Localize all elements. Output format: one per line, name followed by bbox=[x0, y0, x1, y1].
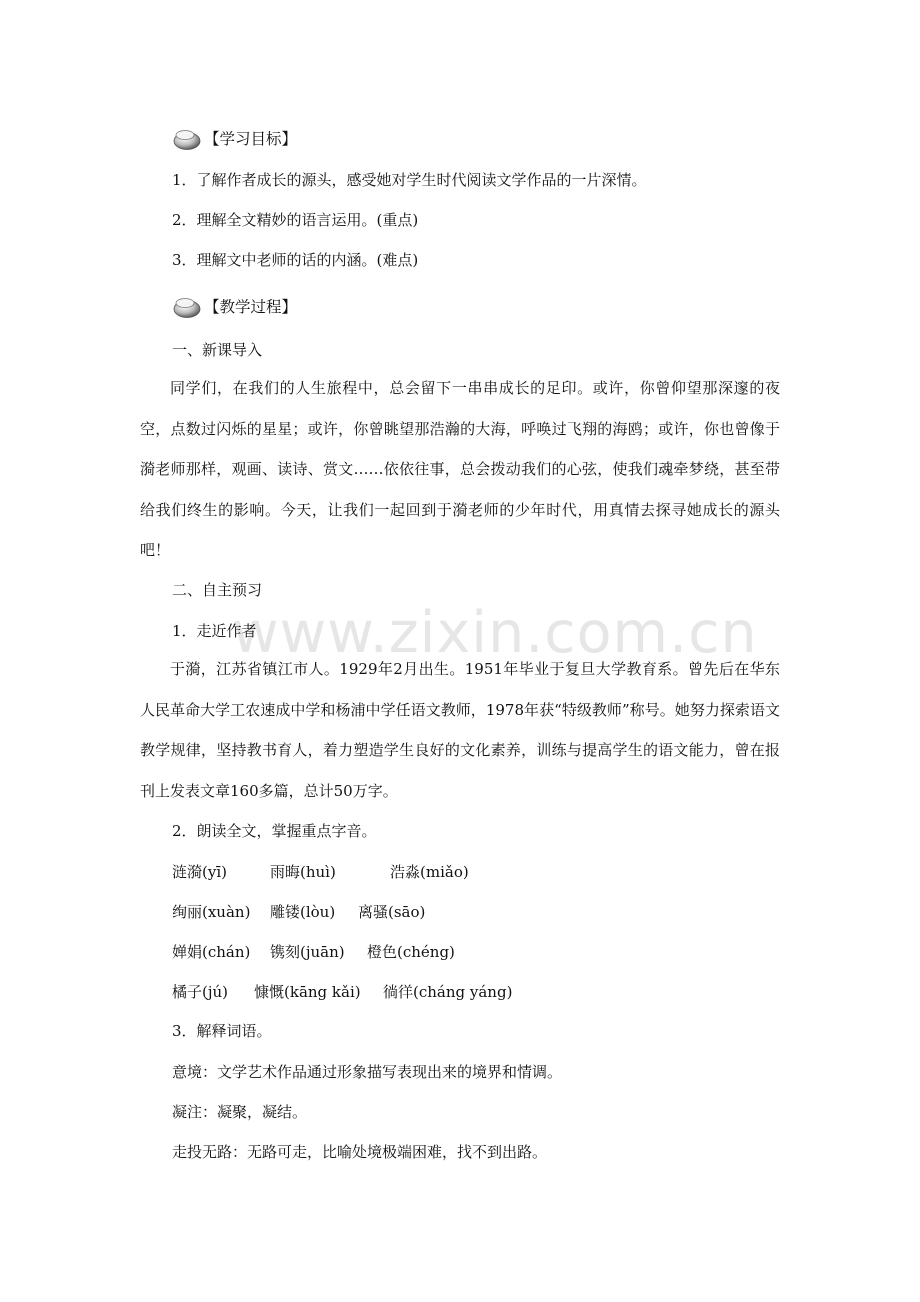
pinyin-word: 婵娟(chán) bbox=[172, 943, 251, 961]
pinyin-word: 涟漪(yī) bbox=[172, 863, 227, 881]
part1-title: 一、新课导入 bbox=[172, 341, 263, 359]
pinyin-word: 徜徉(cháng yáng) bbox=[383, 983, 513, 1001]
goals-heading-text: 【学习目标】 bbox=[204, 130, 298, 148]
item3-title: 3．解释词语。 bbox=[172, 1022, 272, 1040]
bowl-bullet-icon bbox=[172, 126, 202, 150]
pinyin-word: 镌刻(juān) bbox=[270, 943, 345, 961]
definition-item: 凝注：凝聚，凝结。 bbox=[172, 1103, 308, 1121]
goal-item-2: 2．理解全文精妙的语言运用。(重点) bbox=[172, 211, 419, 229]
process-heading-text: 【教学过程】 bbox=[204, 298, 298, 316]
watermark: www.zixin.com.cn bbox=[232, 600, 758, 666]
pinyin-word: 橙色(chéng) bbox=[367, 943, 455, 961]
process-heading bbox=[172, 292, 297, 320]
item1-title: 1．走近作者 bbox=[172, 622, 257, 640]
goal-item-1: 1．了解作者成长的源头，感受她对学生时代阅读文学作品的一片深情。 bbox=[172, 171, 647, 189]
pinyin-word: 雕镂(lòu) bbox=[270, 903, 336, 921]
definition-item: 意境：文学艺术作品通过形象描写表现出来的境界和情调。 bbox=[172, 1063, 563, 1081]
bowl-bullet-icon bbox=[172, 294, 202, 318]
pinyin-word: 绚丽(xuàn) bbox=[172, 903, 251, 921]
author-paragraph: 于漪，江苏省镇江市人。1929年2月出生。1951年毕业于复旦大学教育系。曾先后在华东人民革命大学工农速成中学和杨浦中学任语文教师，1978年获“特级教师”称号。她努力探索语文教学规律，坚持教书育人，着力塑造学生良好的文化素养，训练与提高学生的语文能力，曾在报刊上发表文章160多篇，总计50万字。 bbox=[140, 660, 780, 800]
pinyin-word: 雨晦(huì) bbox=[270, 863, 336, 881]
pinyin-word: 浩淼(miǎo) bbox=[390, 863, 469, 881]
part2-title: 二、自主预习 bbox=[172, 581, 263, 599]
intro-paragraph: 同学们，在我们的人生旅程中，总会留下一串串成长的足印。或许，你曾仰望那深邃的夜空，点数过闪烁的星星；或许，你曾眺望那浩瀚的大海，呼唤过飞翔的海鸥；或许，你也曾像于漪老师那样，观画、读诗、赏文……依依往事，总会拨动我们的心弦，使我们魂牵梦绕，甚至带给我们终生的影响。今天，让我们一起回到于漪老师的少年时代，用真情去探寻她成长的源头吧！ bbox=[140, 379, 780, 559]
goals-heading bbox=[172, 124, 297, 152]
pinyin-word: 橘子(jú) bbox=[172, 983, 229, 1001]
pinyin-word: 离骚(sāo) bbox=[358, 903, 426, 921]
item2-title: 2．朗读全文，掌握重点字音。 bbox=[172, 822, 377, 840]
definition-item: 走投无路：无路可走，比喻处境极端困难，找不到出路。 bbox=[172, 1143, 548, 1161]
goal-item-3: 3．理解文中老师的话的内涵。(难点) bbox=[172, 251, 419, 269]
pinyin-word: 慷慨(kāng kǎi) bbox=[254, 983, 361, 1001]
